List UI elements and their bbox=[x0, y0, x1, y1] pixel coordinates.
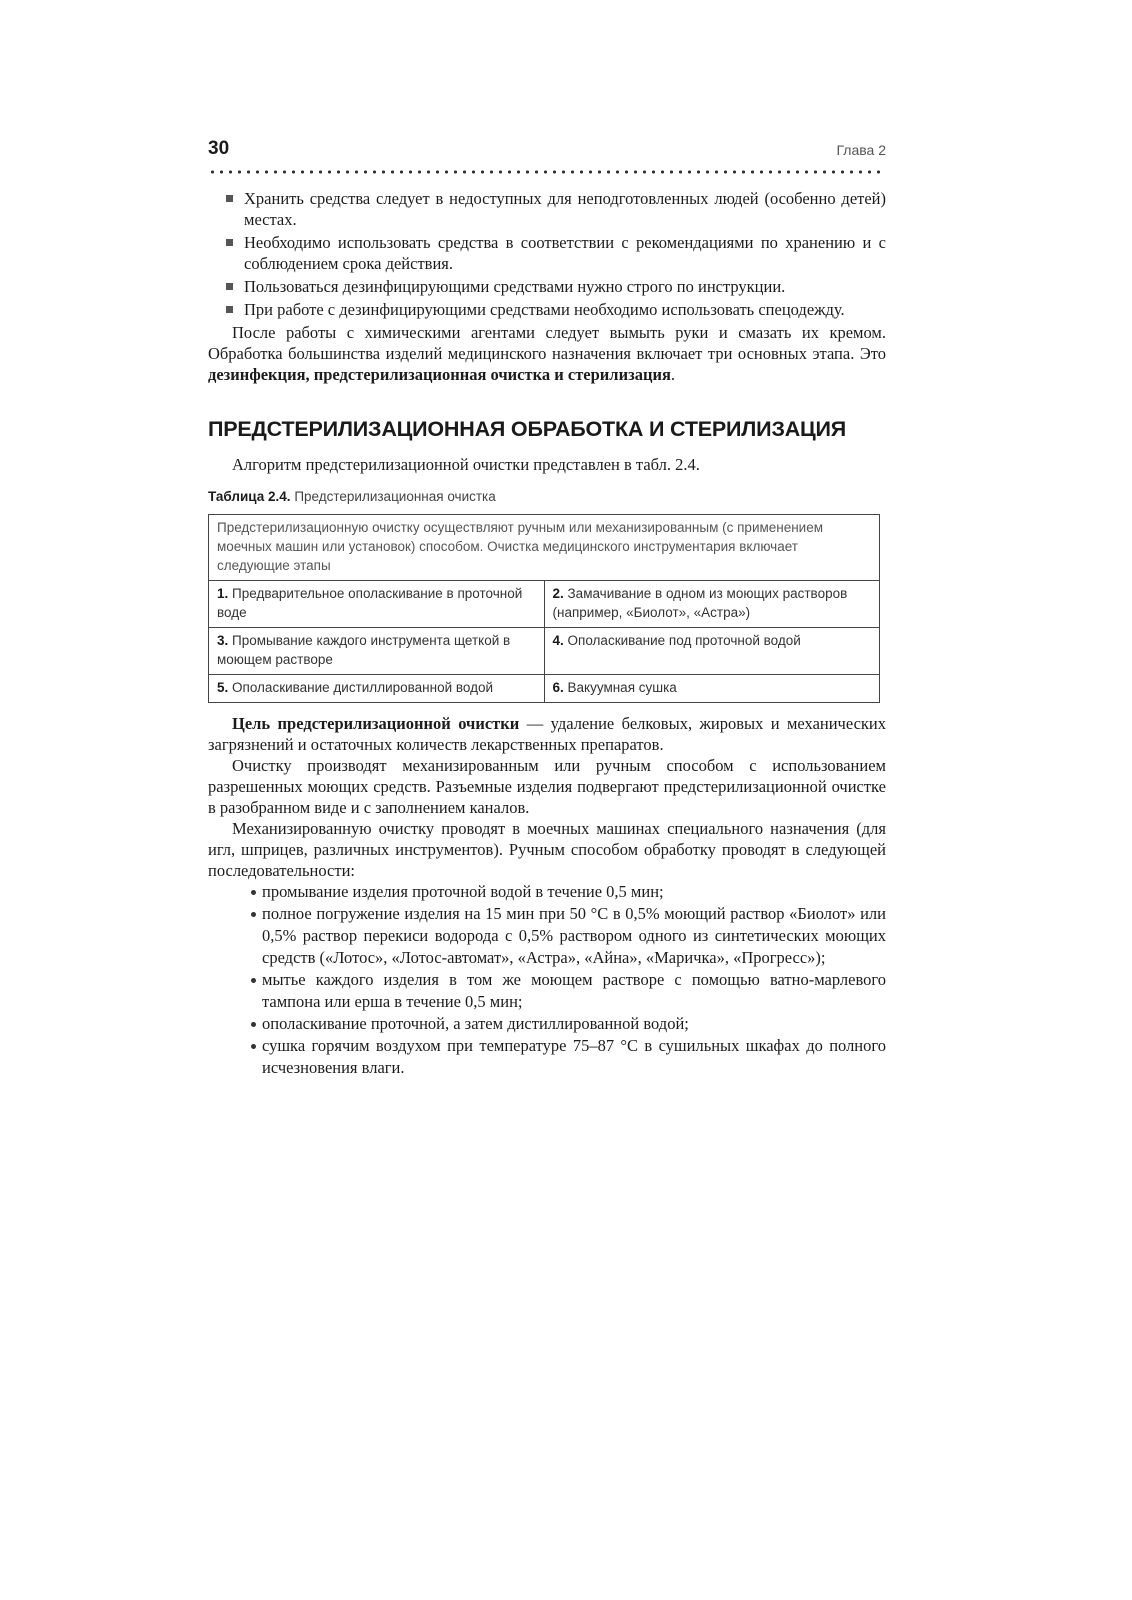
book-page bbox=[208, 138, 886, 1079]
paragraph-manual-sequence: Механизированную очистку проводят в моечных машинах специального назначения (для игл, шприцев, различных инструментов). Ручным способом обработку проводят в следующей последовательности: bbox=[208, 819, 886, 880]
table-row bbox=[209, 675, 880, 703]
list-item bbox=[244, 276, 886, 297]
square-bullet-icon bbox=[226, 239, 233, 246]
goal-paragraph: Цель предстерилизационной очистки — удаление белковых, жировых и механических загрязнений и остаточных количеств лекарственных препаратов. bbox=[208, 714, 887, 754]
dot-bullet-icon bbox=[251, 890, 256, 895]
list-item-text: ополаскивание проточной, а затем дистиллированной водой; bbox=[262, 1014, 689, 1033]
dot-bullet-icon bbox=[251, 978, 256, 983]
dot-bullet-icon bbox=[251, 912, 256, 917]
dot-bullet-icon bbox=[251, 1022, 256, 1027]
running-head bbox=[208, 138, 886, 166]
list-item-text: промывание изделия проточной водой в течение 0,5 мин; bbox=[262, 882, 664, 901]
section-intro: Алгоритм предстерилизационной очистки представлен в табл. 2.4. bbox=[232, 455, 700, 474]
dotted-divider bbox=[208, 170, 886, 174]
manual-steps-list bbox=[208, 881, 886, 1079]
table-cell: 4. Ополаскивание под проточной водой bbox=[544, 628, 880, 675]
table-caption-label: Таблица 2.4. bbox=[208, 489, 291, 504]
square-bullet-icon bbox=[226, 195, 233, 202]
table-intro-cell: Предстерилизационную очистку осуществляют ручным или механизированным (с применением моечных машин или установок) способом. Очистка медицинского инструментария включает следующие этапы bbox=[209, 515, 880, 581]
table-cell: 5. Ополаскивание дистиллированной водой bbox=[209, 675, 545, 703]
table-row bbox=[209, 515, 880, 581]
table-caption bbox=[208, 489, 886, 504]
goal-term: Цель предстерилизационной очистки bbox=[232, 714, 520, 733]
square-bullet-icon bbox=[226, 306, 233, 313]
bold-stages: дезинфекция, предстерилизационная очистка и стерилизация bbox=[208, 365, 671, 384]
list-item bbox=[262, 881, 886, 903]
list-item-text: При работе с дезинфицирующими средствами необходимо использовать спецодежду. bbox=[244, 300, 845, 319]
cleaning-steps-table bbox=[208, 514, 880, 703]
list-item bbox=[262, 969, 886, 1013]
table-cell: 3. Промывание каждого инструмента щеткой в моющем растворе bbox=[209, 628, 545, 675]
paragraph-cleaning-methods: Очистку производят механизированным или ручным способом с использованием разрешенных моющих средств. Разъемные изделия подвергают предстерилизационной очистке в разобранном виде и с заполнением каналов. bbox=[208, 756, 886, 817]
paragraph-processing-stages: После работы с химическими агентами следует вымыть руки и смазать их кремом. Обработка большинства изделий медицинского назначения включает три основных этапа. Это дезинфекция, предстерилизационная очистка и стерилизация. bbox=[208, 323, 886, 384]
page-number: 30 bbox=[208, 138, 230, 159]
square-bullet-icon bbox=[226, 283, 233, 290]
list-item bbox=[262, 1013, 886, 1035]
list-item-text: мытье каждого изделия в том же моющем растворе с помощью ватно-марлевого тампона или ерша в течение 0,5 мин; bbox=[262, 970, 886, 1011]
list-item bbox=[262, 1035, 886, 1079]
list-item-text: Хранить средства следует в недоступных для неподготовленных людей (особенно детей) местах. bbox=[244, 189, 886, 229]
chapter-title: Глава 2 bbox=[836, 142, 886, 158]
list-item bbox=[262, 903, 886, 969]
table-cell: 2. Замачивание в одном из моющих растворов (например, «Биолот», «Астра») bbox=[544, 581, 880, 628]
list-item-text: полное погружение изделия на 15 мин при 50 °С в 0,5% моющий раствор «Биолот» или 0,5% раствор перекиси водорода с 0,5% раствором одного из синтетических моющих средств («Лотос», «Лотос-автомат», «Астра», «Айна», «Маричка», «Прогресс»); bbox=[262, 904, 886, 967]
table-cell: 1. Предварительное ополаскивание в проточной воде bbox=[209, 581, 545, 628]
list-item bbox=[244, 188, 886, 230]
list-item-text: Пользоваться дезинфицирующими средствами нужно строго по инструкции. bbox=[244, 277, 786, 296]
dot-bullet-icon bbox=[251, 1044, 256, 1049]
table-caption-title: Предстерилизационная очистка bbox=[294, 489, 496, 504]
list-item bbox=[244, 232, 886, 274]
list-item-text: Необходимо использовать средства в соответствии с рекомендациями по хранению и с соблюдением срока действия. bbox=[244, 233, 886, 273]
table-row bbox=[209, 581, 880, 628]
table-row bbox=[209, 628, 880, 675]
storage-rules-list bbox=[208, 188, 886, 320]
section-heading: ПРЕДСТЕРИЛИЗАЦИОННАЯ ОБРАБОТКА И СТЕРИЛИЗАЦИЯ bbox=[208, 417, 847, 441]
list-item-text: сушка горячим воздухом при температуре 75–87 °С в сушильных шкафах до полного исчезновения влаги. bbox=[262, 1036, 886, 1077]
list-item bbox=[244, 299, 886, 320]
table-cell: 6. Вакуумная сушка bbox=[544, 675, 880, 703]
